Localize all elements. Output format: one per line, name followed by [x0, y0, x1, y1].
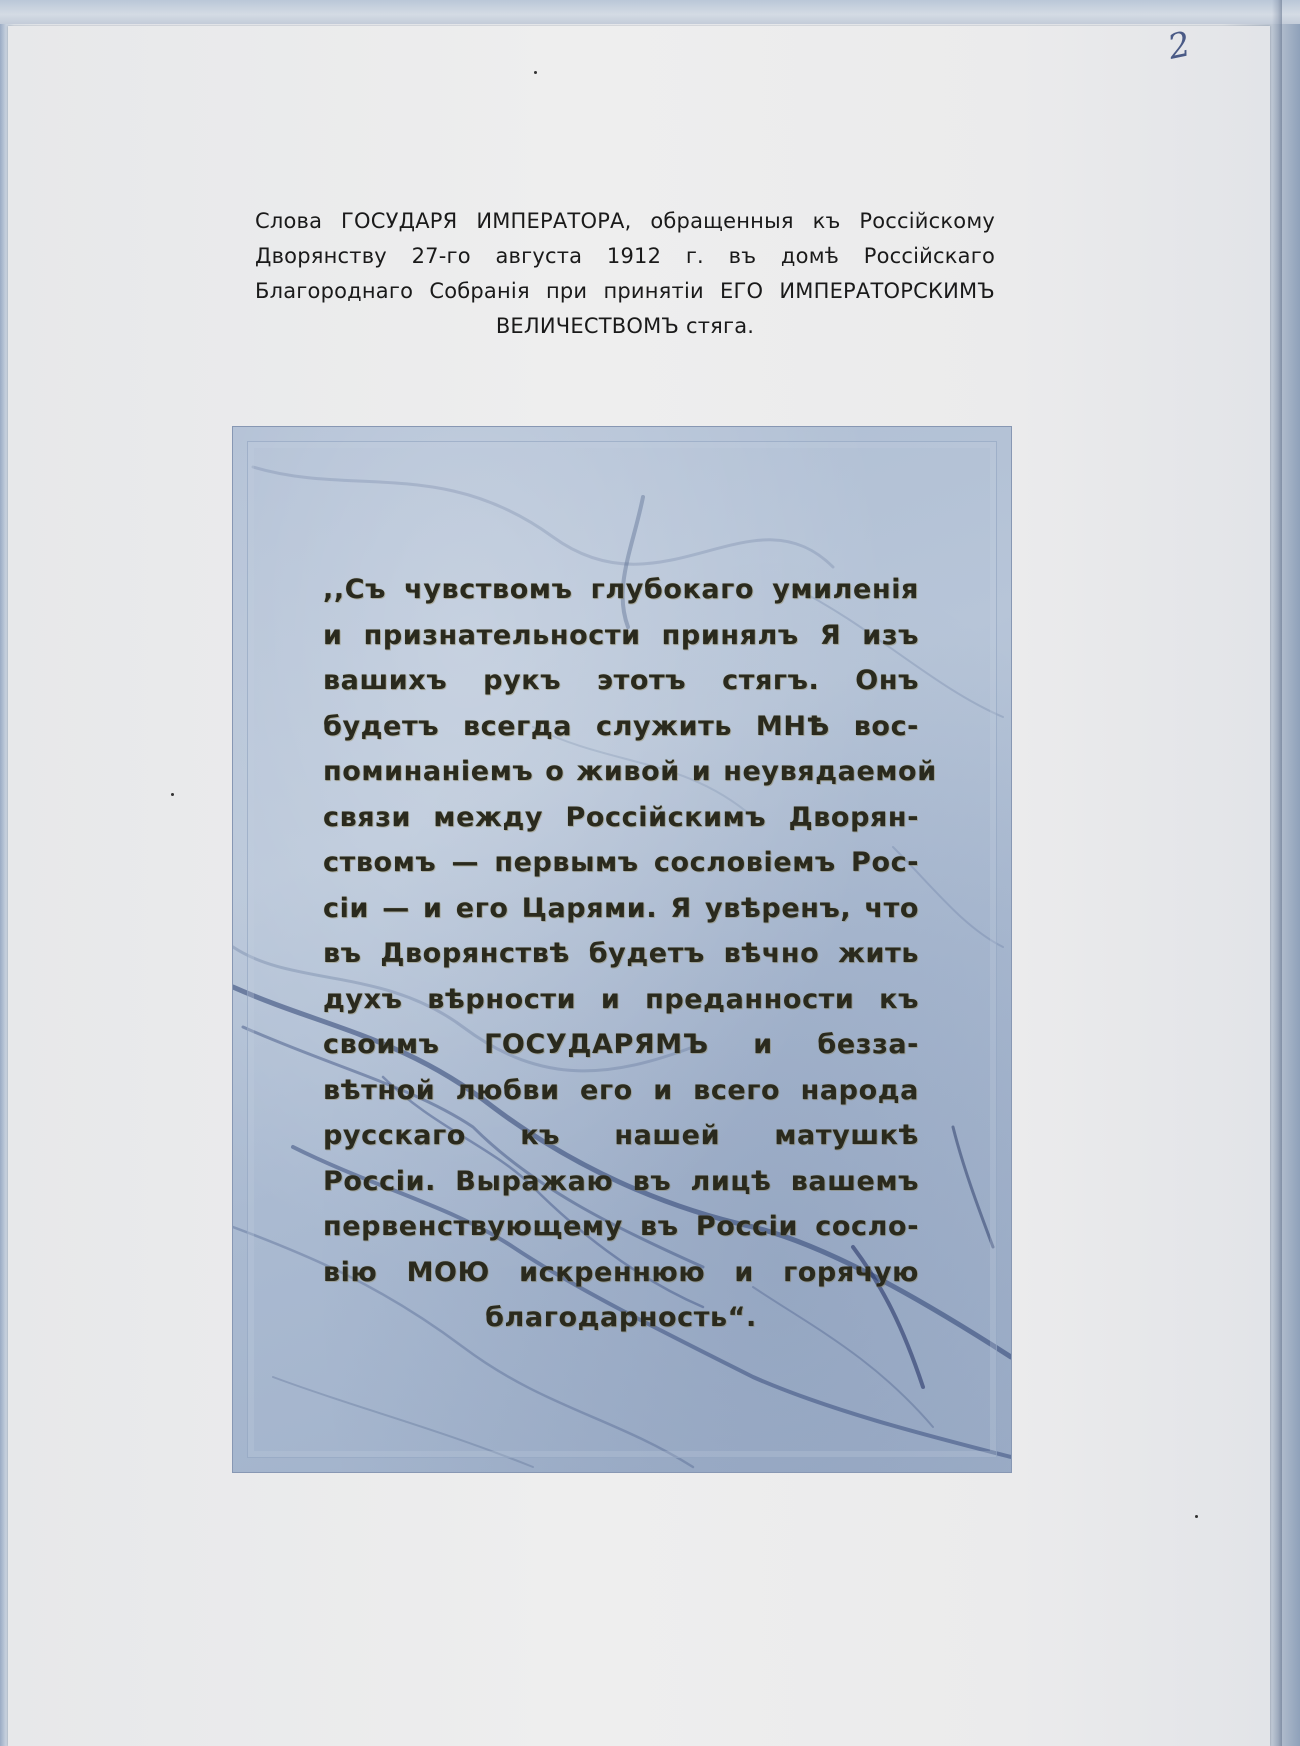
inscription-line: своимъ ГОСУДАРЯМЪ и безза-	[323, 1029, 919, 1060]
paper-edge-shadow	[1272, 0, 1282, 1746]
plaque-inscription	[323, 567, 937, 1341]
inscription-line: вѣтной любви его и всего народа	[323, 1074, 919, 1106]
dust-speck	[171, 793, 174, 796]
inscription-line: вію МОЮ искреннюю и горячую	[323, 1256, 919, 1288]
inscription-line: Россіи. Выражаю въ лицѣ вашемъ	[323, 1165, 919, 1197]
inscription-line: сіи — и его Царями. Я увѣренъ, что	[323, 892, 919, 924]
dust-speck	[1195, 1515, 1198, 1518]
inscription-line: поминаніемъ о живой и неувядаемой	[323, 756, 937, 787]
inscription-line: первенствующему въ Россіи сосло-	[323, 1211, 919, 1242]
inscription-line: вашихъ рукъ этотъ стягъ. Онъ	[323, 665, 919, 696]
inscription-line: связи между Россійскимъ Дворян-	[323, 801, 919, 833]
inscription-line: русскаго къ нашей матушкѣ	[323, 1120, 919, 1151]
marble-plaque	[233, 427, 1011, 1472]
inscription-line: ,,Съ чувствомъ глубокаго умиленія	[323, 574, 919, 605]
page-heading: Слова ГОСУДАРЯ ИМПЕРАТОРА, обращенныя къ Россійскому Дворянству 27-го августа 1912 г. въ домѣ Россійскаго Благороднаго Собранія при принятіи ЕГО ИМПЕРАТОРСКИМЪ ВЕЛИЧЕСТВОМЪ стяга.	[255, 209, 995, 338]
inscription-line: и признательности принялъ Я изъ	[323, 619, 919, 651]
inscription-line: духъ вѣрности и преданности къ	[323, 983, 919, 1015]
inscription-line: въ Дворянствѣ будетъ вѣчно жить	[323, 938, 919, 969]
dust-speck	[534, 71, 537, 74]
inscription-line: ствомъ — первымъ сословіемъ Рос-	[323, 847, 919, 878]
scan-top-strip	[0, 0, 1300, 24]
inscription-line: будетъ всегда служить МНѢ вос-	[323, 710, 919, 742]
handwritten-page-number: 2	[1164, 24, 1194, 68]
inscription-line: благодарность“.	[485, 1302, 757, 1333]
